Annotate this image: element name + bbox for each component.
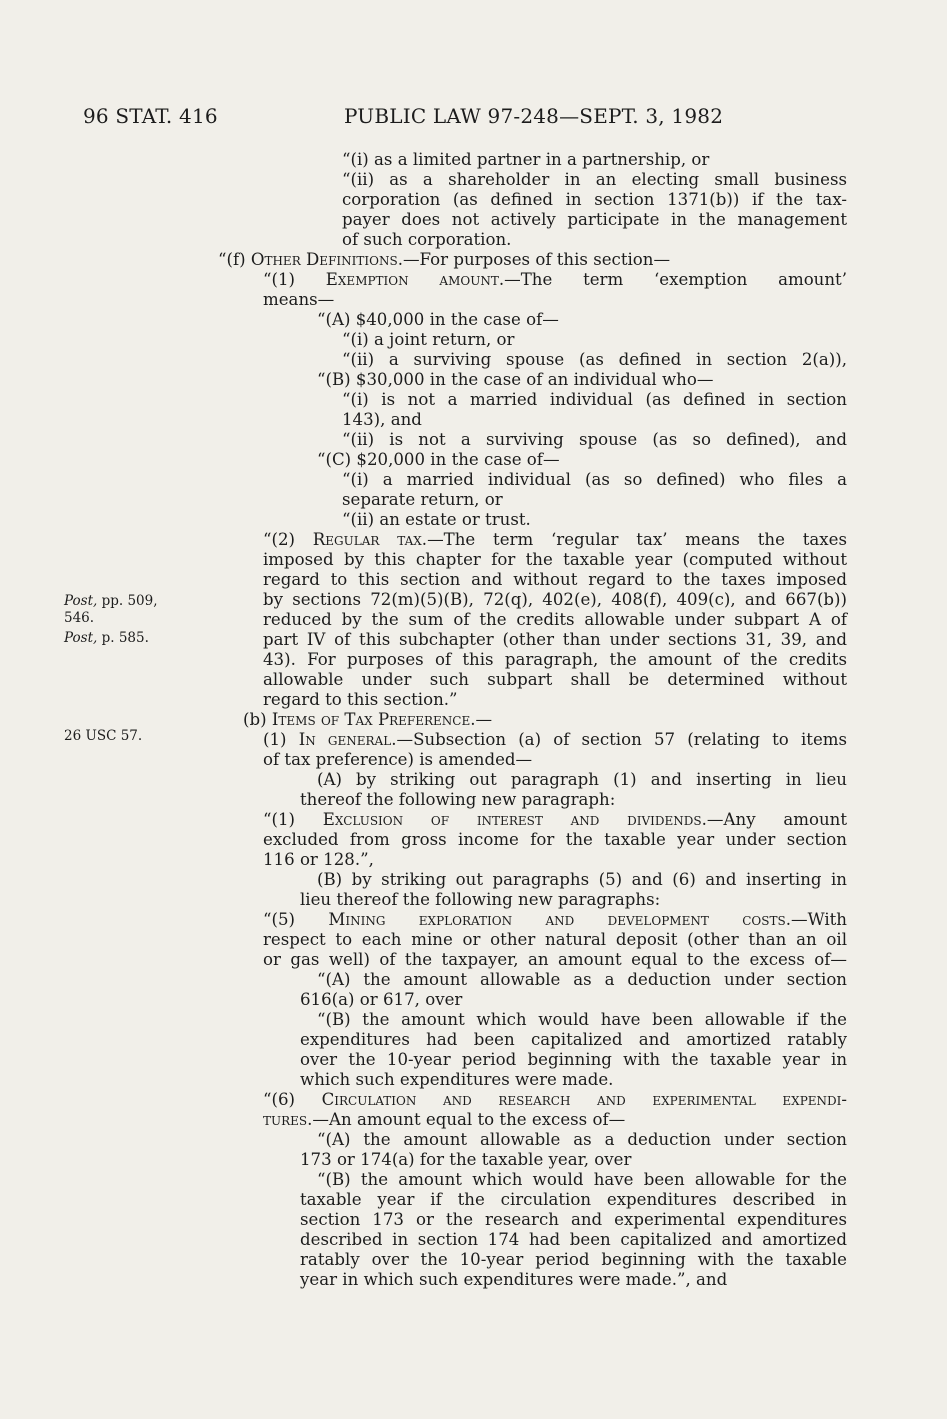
text-line: 616(a) or 617, over <box>300 990 463 1009</box>
text-line: imposed by this chapter for the taxable year (computed without <box>263 550 847 569</box>
text-line: (B) by striking out paragraphs (5) and (6) and inserting in <box>317 870 847 889</box>
paragraph-heading-line: “(5) Mining exploration and development costs.—With <box>263 910 847 929</box>
stat-page-number: 96 STAT. 416 <box>83 104 218 128</box>
text-line: “(i) a married individual (as so defined) who files a <box>342 470 847 489</box>
text-line: thereof the following new paragraph: <box>300 790 616 809</box>
text-line: “(B) the amount which would have been allowable for the <box>317 1170 847 1189</box>
text-line: 143), and <box>342 410 422 429</box>
paragraph-heading: In general <box>298 730 392 749</box>
text-line: “(A) the amount allowable as a deduction under section <box>317 1130 847 1149</box>
text-line: means— <box>263 290 335 309</box>
text-line: “(ii) is not a surviving spouse (as so defined), and <box>342 430 847 449</box>
margin-note-post-509 <box>64 593 204 627</box>
text-line: regard to this section and without regard to the taxes imposed <box>263 570 847 589</box>
text-line: 173 or 174(a) for the taxable year, over <box>300 1150 632 1169</box>
paragraph-heading-line: tures.—An amount equal to the excess of— <box>263 1110 626 1129</box>
paragraph-heading-line: “(6) Circulation and research and experimental expendi- <box>263 1090 847 1109</box>
text-line: section 173 or the research and experimental expenditures <box>300 1210 847 1229</box>
paragraph-heading: Exemption amount <box>325 270 499 289</box>
text-line: taxable year if the circulation expenditures described in <box>300 1190 847 1209</box>
paragraph-heading: Circulation and research and experimental expendi- <box>321 1090 847 1109</box>
margin-note-italic: Post, <box>64 593 98 609</box>
paragraph-heading: Regular tax <box>312 530 422 549</box>
margin-note-post-585 <box>64 630 204 647</box>
text-line: by sections 72(m)(5)(B), 72(q), 402(e), 408(f), 409(c), and 667(b)) <box>263 590 847 609</box>
text-line: (A) by striking out paragraph (1) and inserting in lieu <box>317 770 847 789</box>
section-heading-line: “(f) Other Definitions.—For purposes of this section— <box>218 250 671 269</box>
text-line: regard to this section.” <box>263 690 458 709</box>
text-line: payer does not actively participate in the management <box>342 210 847 229</box>
text-line: over the 10-year period beginning with the taxable year in <box>300 1050 847 1069</box>
paragraph-heading-line: “(2) Regular tax.—The term ‘regular tax’ means the taxes <box>263 530 847 549</box>
paragraph-heading: Exclusion of interest and dividends <box>322 810 702 829</box>
text-line: of tax preference) is amended— <box>263 750 533 769</box>
margin-note-text: pp. 509, <box>97 593 158 609</box>
text-line: excluded from gross income for the taxable year under section <box>263 830 847 849</box>
text-line: “(C) $20,000 in the case of— <box>317 450 560 469</box>
section-heading: Other Definitions <box>250 250 398 269</box>
text-line: year in which such expenditures were made.”, and <box>300 1270 728 1289</box>
text-line: 43). For purposes of this paragraph, the amount of the credits <box>263 650 847 669</box>
margin-note-text: p. 585. <box>97 630 149 646</box>
text-line: 116 or 128.”, <box>263 850 374 869</box>
margin-note-usc: 26 USC 57. <box>64 728 143 744</box>
paragraph-heading-line: “(1) Exclusion of interest and dividends.—Any amount <box>263 810 847 829</box>
text-line: reduced by the sum of the credits allowable under subpart A of <box>263 610 847 629</box>
text-line: “(ii) as a shareholder in an electing small business <box>342 170 847 189</box>
text-line: respect to each mine or other natural deposit (other than an oil <box>263 930 847 949</box>
section-heading: Items of Tax Preference <box>271 710 471 729</box>
text-line: which such expenditures were made. <box>300 1070 614 1089</box>
text-line: ratably over the 10-year period beginning with the taxable <box>300 1250 847 1269</box>
paragraph-heading: Mining exploration and development costs <box>328 910 786 929</box>
text-line: “(i) is not a married individual (as defined in section <box>342 390 847 409</box>
margin-note-italic: Post, <box>64 630 98 646</box>
text-line: allowable under such subpart shall be determined without <box>263 670 847 689</box>
text-line: part IV of this subchapter (other than under sections 31, 39, and <box>263 630 847 649</box>
margin-note-text: 546. <box>64 610 95 626</box>
text-line: described in section 174 had been capitalized and amortized <box>300 1230 847 1249</box>
text-line: “(i) as a limited partner in a partnership, or <box>342 150 710 169</box>
text-line: “(ii) an estate or trust. <box>342 510 531 529</box>
text-line: “(i) a joint return, or <box>342 330 515 349</box>
text-line: “(B) $30,000 in the case of an individual who— <box>317 370 714 389</box>
text-line: “(A) $40,000 in the case of— <box>317 310 559 329</box>
paragraph-heading-line: (1) In general.—Subsection (a) of section 57 (relating to items <box>263 730 848 749</box>
paragraph-heading-line: “(1) Exemption amount.—The term ‘exemption amount’ <box>263 270 848 289</box>
section-heading-line: (b) Items of Tax Preference.— <box>243 710 493 729</box>
text-line: corporation (as defined in section 1371(b)) if the tax- <box>342 190 847 209</box>
paragraph-heading: tures <box>263 1110 308 1129</box>
public-law-title: PUBLIC LAW 97-248—SEPT. 3, 1982 <box>344 104 724 128</box>
text-line: of such corporation. <box>342 230 512 249</box>
text-line: expenditures had been capitalized and amortized ratably <box>300 1030 847 1049</box>
text-line: “(B) the amount which would have been allowable if the <box>317 1010 847 1029</box>
text-line: “(A) the amount allowable as a deduction under section <box>317 970 847 989</box>
text-line: separate return, or <box>342 490 503 509</box>
text-line: lieu thereof the following new paragraphs: <box>300 890 661 909</box>
text-line: “(ii) a surviving spouse (as defined in section 2(a)), <box>342 350 847 369</box>
text-line: or gas well) of the taxpayer, an amount equal to the excess of— <box>263 950 847 969</box>
